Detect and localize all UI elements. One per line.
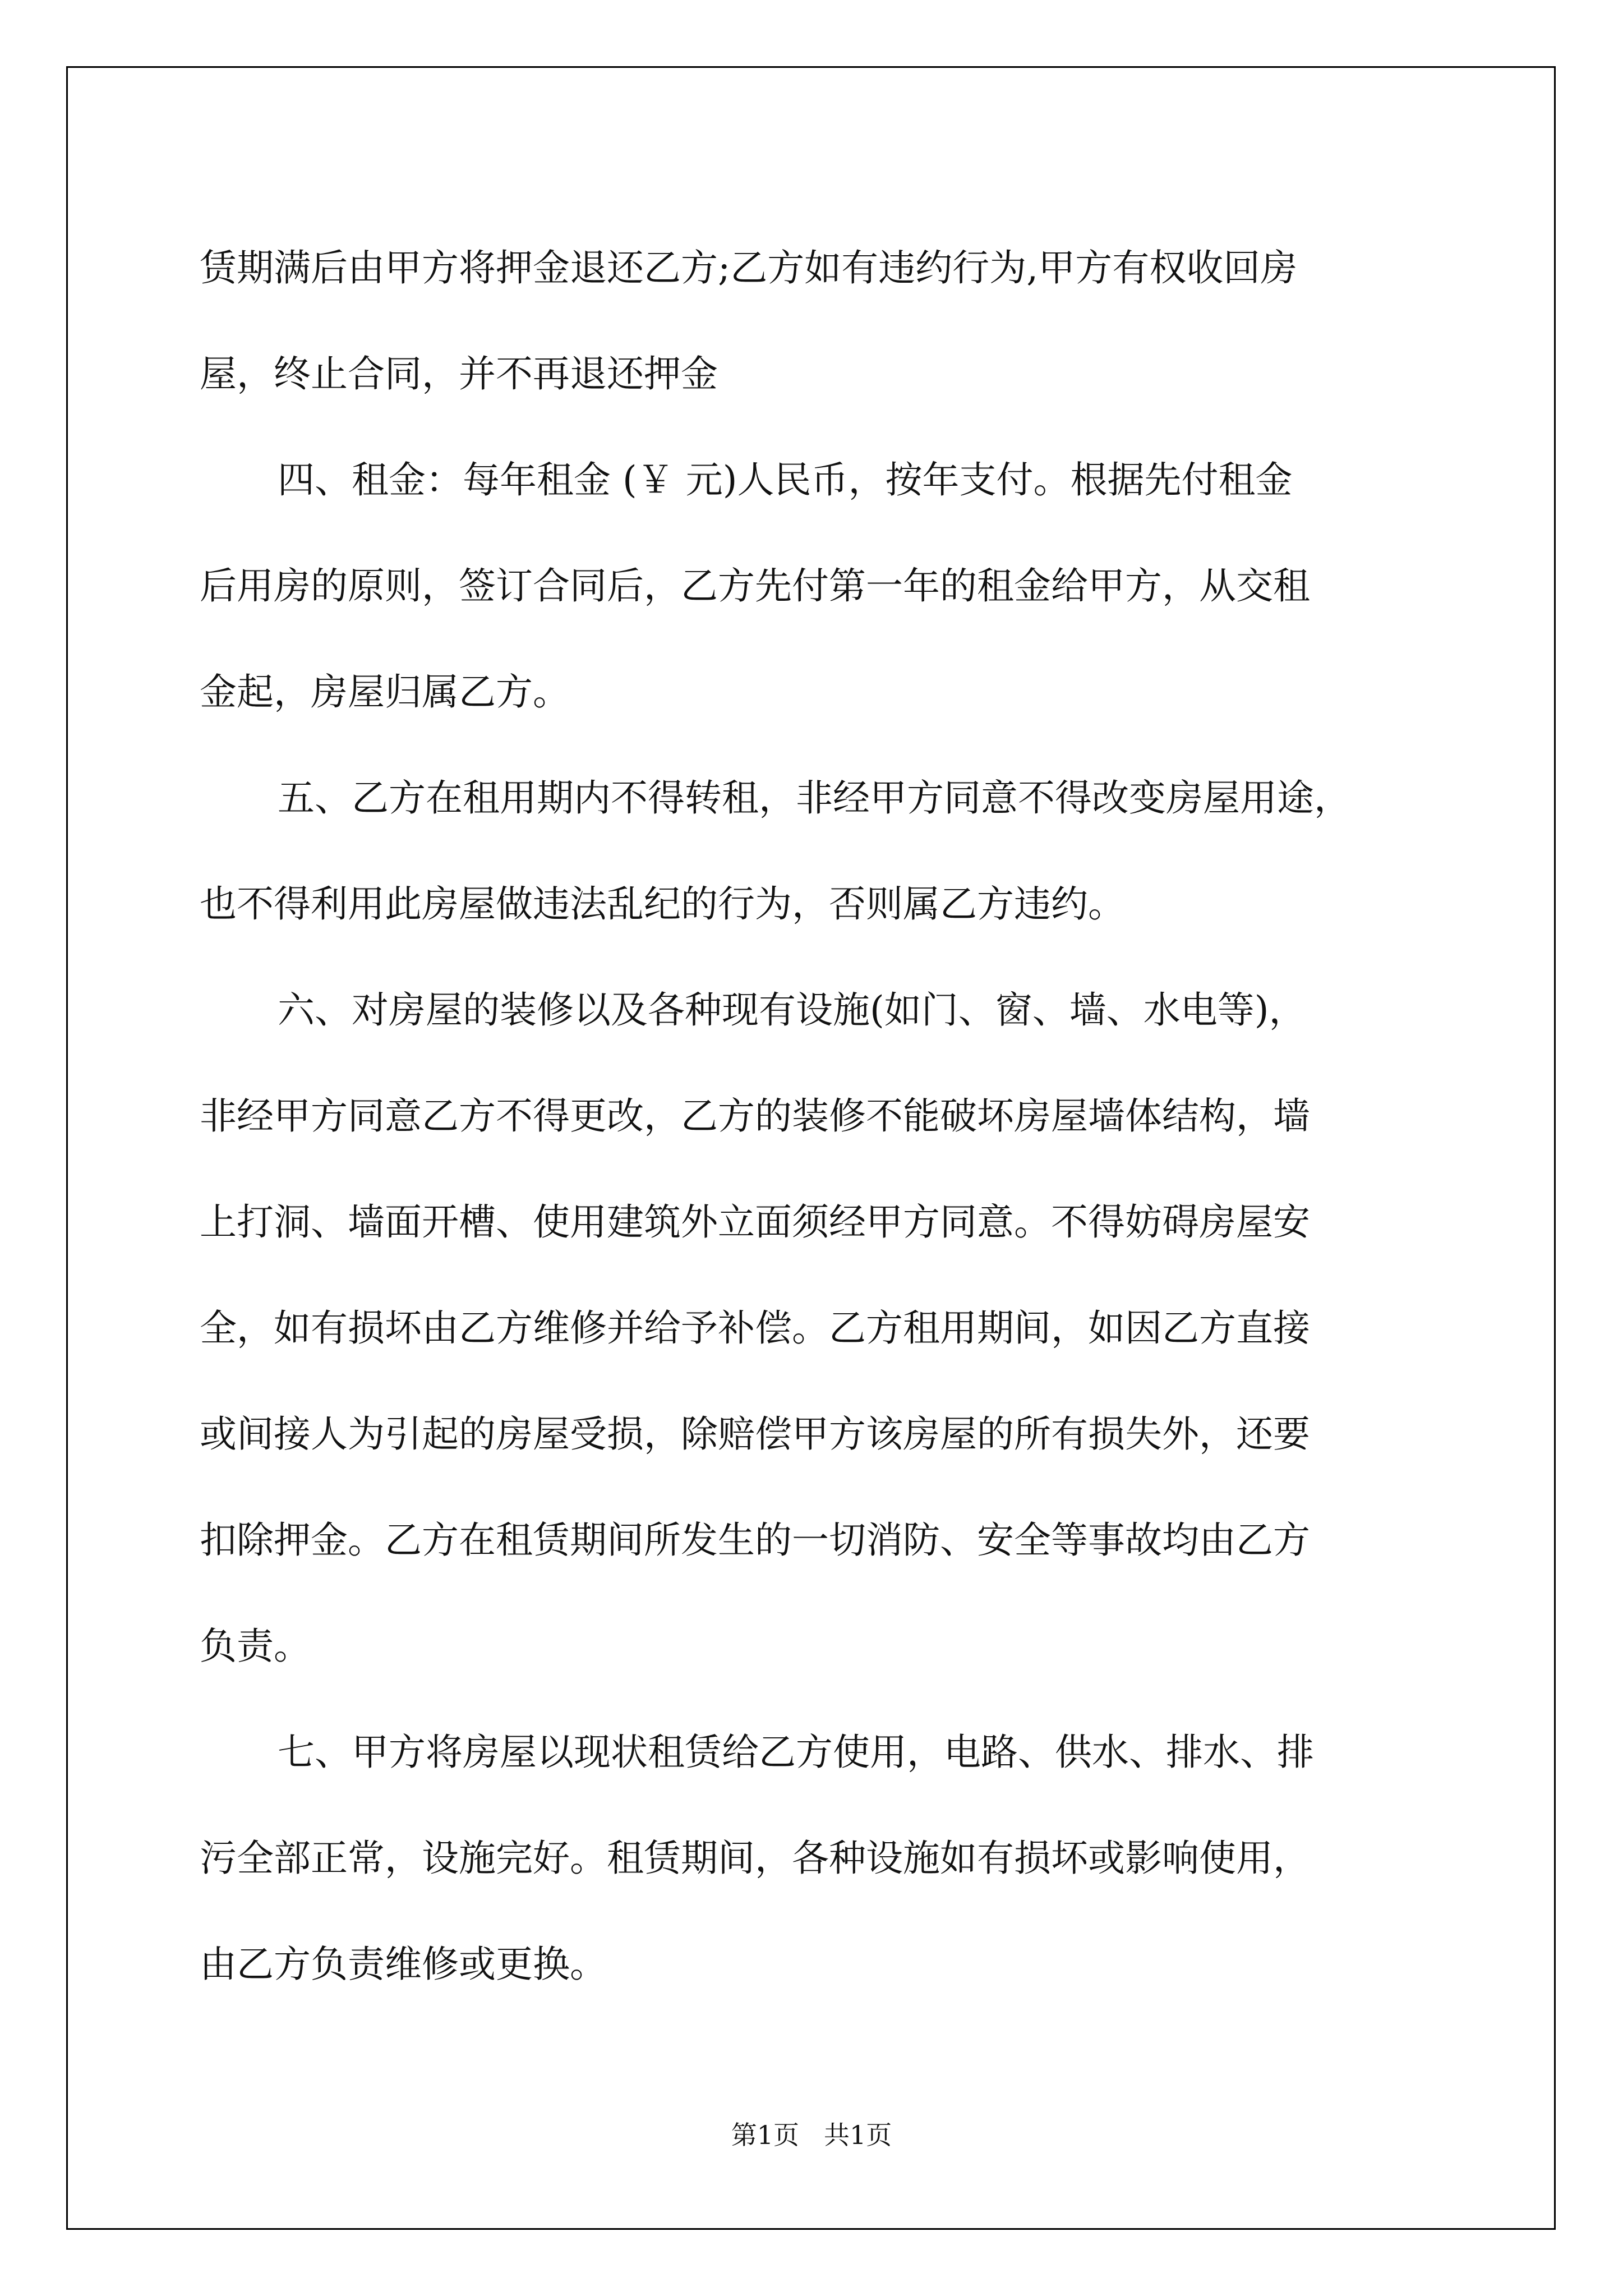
text-line: 上打洞、墙面开槽、使用建筑外立面须经甲方同意。不得妨碍房屋安 bbox=[200, 1200, 1310, 1244]
document-body bbox=[200, 215, 1428, 2017]
paragraph-6-start: 六、对房屋的装修以及各种现有设施(如门、窗、墙、水电等)， bbox=[278, 988, 1306, 1032]
text-line: 屋，终止合同，并不再退还押金 bbox=[200, 352, 718, 395]
paragraph-7-start: 七、甲方将房屋以现状租赁给乙方使用，电路、供水、排水、排 bbox=[278, 1731, 1314, 1774]
text-line: 或间接人为引起的房屋受损，除赔偿甲方该房屋的所有损失外，还要 bbox=[200, 1412, 1310, 1456]
footer-spacer bbox=[799, 2120, 824, 2150]
text-line: 也不得利用此房屋做违法乱纪的行为，否则属乙方违约。 bbox=[200, 882, 1125, 926]
text-line: 非经甲方同意乙方不得更改，乙方的装修不能破坏房屋墙体结构，墙 bbox=[200, 1094, 1310, 1138]
page-footer bbox=[0, 2119, 1623, 2151]
text-line: 扣除押金。乙方在租赁期间所发生的一切消防、安全等事故均由乙方 bbox=[200, 1519, 1310, 1562]
paragraph-4-start: 四、租金：每年租金 (￥ 元)人民币，按年支付。根据先付租金 bbox=[278, 458, 1293, 501]
text-line: 负责。 bbox=[200, 1625, 311, 1668]
text-line: 由乙方负责维修或更换。 bbox=[200, 1943, 607, 1986]
text-line: 后用房的原则，签订合同后，乙方先付第一年的租金给甲方，从交租 bbox=[200, 564, 1310, 608]
current-page-number: 第1页 bbox=[731, 2120, 800, 2150]
total-page-count: 共1页 bbox=[823, 2120, 892, 2150]
paragraph-5-start: 五、乙方在租用期内不得转租，非经甲方同意不得改变房屋用途， bbox=[278, 776, 1351, 820]
text-line: 污全部正常，设施完好。租赁期间，各种设施如有损坏或影响使用， bbox=[200, 1837, 1310, 1880]
text-line: 金起，房屋归属乙方。 bbox=[200, 670, 570, 714]
text-line: 全，如有损坏由乙方维修并给予补偿。乙方租用期间，如因乙方直接 bbox=[200, 1306, 1310, 1350]
text-line: 赁期满后由甲方将押金退还乙方;乙方如有违约行为,甲方有权收回房 bbox=[200, 246, 1298, 289]
